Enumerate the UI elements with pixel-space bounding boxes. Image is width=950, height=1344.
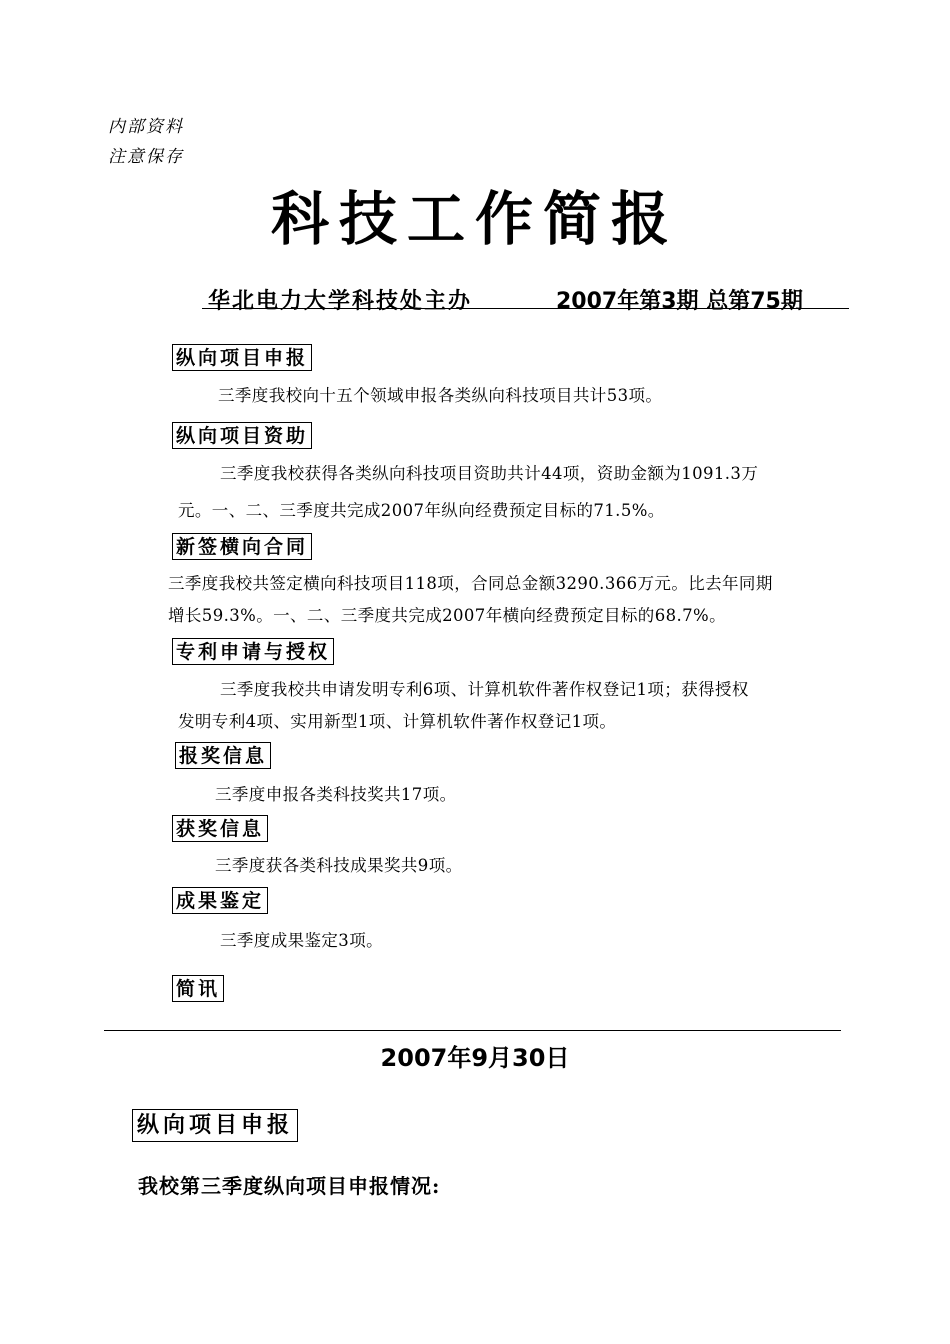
section-text: 元。一、二、三季度共完成2007年纵向经费预定目标的71.5%。 <box>178 501 665 520</box>
section-text: 三季度获各类科技成果奖共9项。 <box>215 856 463 875</box>
issue-number: 2007年第3期 总第75期 <box>556 289 803 314</box>
internal-label: 内部资料 <box>108 117 184 137</box>
section-heading-vertical-application: 纵向项目申报 <box>172 344 312 371</box>
preserve-label: 注意保存 <box>108 147 184 167</box>
section-text: 三季度我校共申请发明专利6项、计算机软件著作权登记1项；获得授权 <box>220 680 749 699</box>
detail-heading: 纵向项目申报 <box>132 1109 298 1142</box>
section-text: 三季度申报各类科技奖共17项。 <box>215 785 457 804</box>
section-heading-awards-received: 获奖信息 <box>172 815 268 842</box>
section-text: 三季度我校向十五个领域申报各类纵向科技项目共计53项。 <box>218 386 663 405</box>
section-text: 三季度我校共签定横向科技项目118项，合同总金额3290.366万元。比去年同期 <box>168 574 773 593</box>
sponsor-text: 华北电力大学科技处主办 <box>208 289 473 314</box>
page-title: 科技工作简报 <box>270 185 679 253</box>
section-heading-news: 简讯 <box>172 975 224 1002</box>
section-heading-achievement-appraisal: 成果鉴定 <box>172 887 268 914</box>
divider <box>104 1030 841 1031</box>
section-text: 增长59.3%。一、二、三季度共完成2007年横向经费预定目标的68.7%。 <box>168 606 727 625</box>
issue-date: 2007年9月30日 <box>380 1044 570 1072</box>
detail-lead-text: 我校第三季度纵向项目申报情况: <box>138 1174 441 1198</box>
section-heading-patents: 专利申请与授权 <box>172 638 334 665</box>
section-heading-horizontal-contracts: 新签横向合同 <box>172 533 312 560</box>
section-text: 三季度成果鉴定3项。 <box>220 931 383 950</box>
section-heading-vertical-funding: 纵向项目资助 <box>172 422 312 449</box>
header-rule <box>202 308 849 309</box>
section-heading-award-applications: 报奖信息 <box>175 742 271 769</box>
section-text: 三季度我校获得各类纵向科技项目资助共计44项，资助金额为1091.3万 <box>220 464 759 483</box>
section-text: 发明专利4项、实用新型1项、计算机软件著作权登记1项。 <box>178 712 617 731</box>
